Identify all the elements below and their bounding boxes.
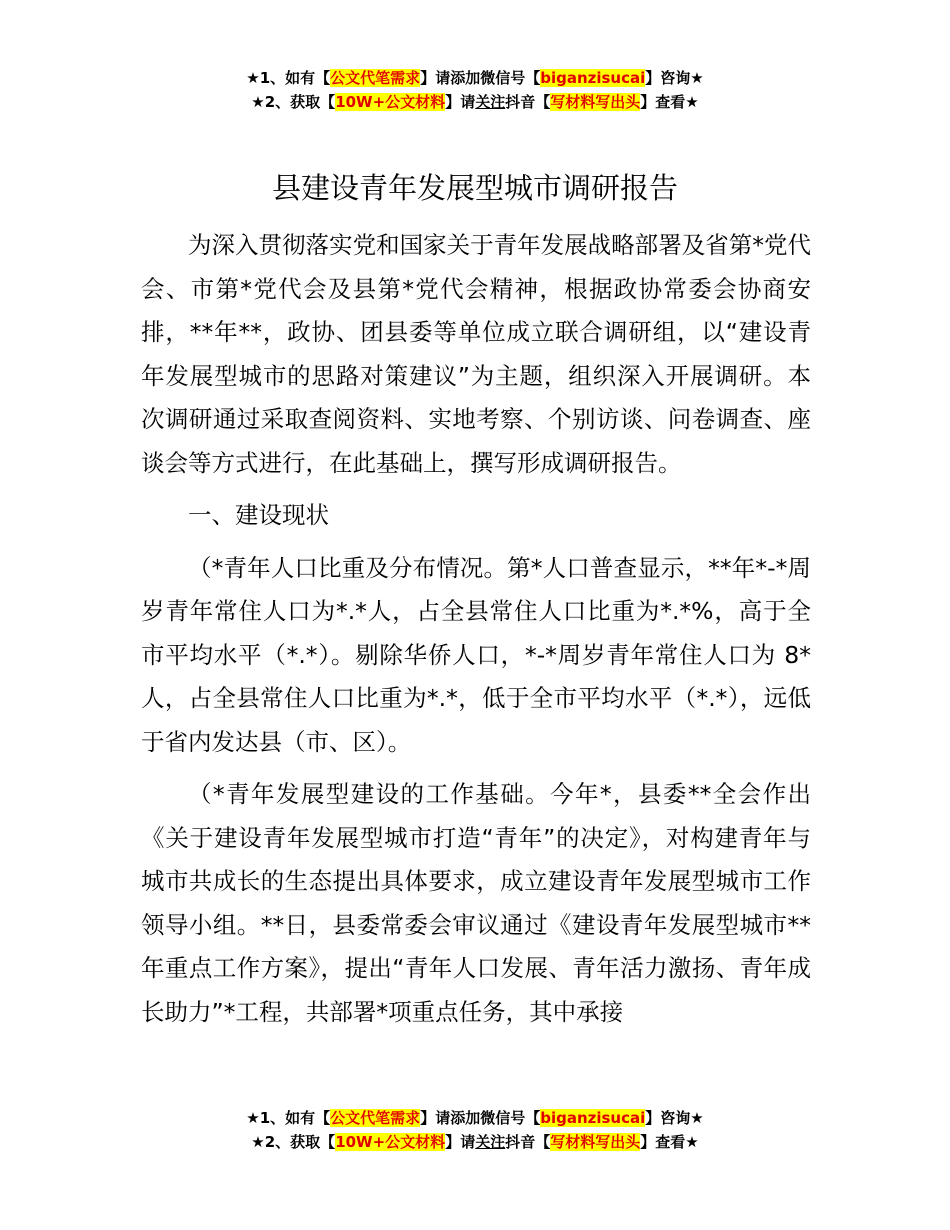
banner-line-1: ★1、如有【公文代笔需求】请添加微信号【biganzisucai】咨询★ <box>246 69 704 87</box>
banner-line-2: ★2、获取【10W+公文材料】请关注抖音【写材料写出头】查看★ <box>251 1133 699 1151</box>
banner-line-1: ★1、如有【公文代笔需求】请添加微信号【biganzisucai】咨询★ <box>246 1109 704 1127</box>
document-body <box>141 224 811 1034</box>
paragraph: 为深入贯彻落实党和国家关于青年发展战略部署及省第*党代会、市第*党代会及县第*党代会精神，根据政协常委会协商安排，**年**，政协、团县委等单位成立联合调研组，以“建设青年发展型城市的思路对策建议”为主题，组织深入开展调研。本次调研通过采取查阅资料、实地考察、个别访谈、问卷调查、座谈会等方式进行，在此基础上，撰写形成调研报告。 <box>141 231 811 477</box>
highlight-wechat-id: biganzisucai <box>540 1109 646 1127</box>
section-heading: 一、建设现状 <box>188 501 329 529</box>
star-icon: ★ <box>251 93 265 111</box>
highlight-service: 公文代笔需求 <box>330 1109 421 1127</box>
paragraph: （*青年人口比重及分布情况。第*人口普查显示，**年*-*周岁青年常住人口为*.*人，占全县常住人口比重为*.*%，高于全市平均水平（*.*）。剔除华侨人口，*-*周岁青年常住人口为 8*人，占全县常住人口比重为*.*，低于全市平均水平（*.*），远低于省内发达县（市、区）。 <box>141 553 811 756</box>
star-icon: ★ <box>246 1109 260 1127</box>
header-banner <box>0 66 950 114</box>
highlight-douyin: 写材料写出头 <box>550 1133 641 1151</box>
paragraph: （*青年发展型建设的工作基础。今年*，县委**全会作出《关于建设青年发展型城市打造“青年”的决定》，对构建青年与城市共成长的生态提出具体要求，成立建设青年发展型城市工作领导小组。**日，县委常委会审议通过《建设青年发展型城市**年重点工作方案》，提出“青年人口发展、青年活力激扬、青年成长助力”*工程，共部署*项重点任务，其中承接 <box>141 780 811 1026</box>
star-icon: ★ <box>246 69 260 87</box>
star-icon: ★ <box>251 1133 265 1151</box>
banner-line-2: ★2、获取【10W+公文材料】请关注抖音【写材料写出头】查看★ <box>251 93 699 111</box>
highlight-materials: 10W+公文材料 <box>335 1133 446 1151</box>
footer-banner <box>0 1106 950 1154</box>
page-title: 县建设青年发展型城市调研报告 <box>271 171 678 205</box>
highlight-service: 公文代笔需求 <box>330 69 421 87</box>
highlight-douyin: 写材料写出头 <box>550 93 641 111</box>
highlight-materials: 10W+公文材料 <box>335 93 446 111</box>
highlight-wechat-id: biganzisucai <box>540 69 646 87</box>
